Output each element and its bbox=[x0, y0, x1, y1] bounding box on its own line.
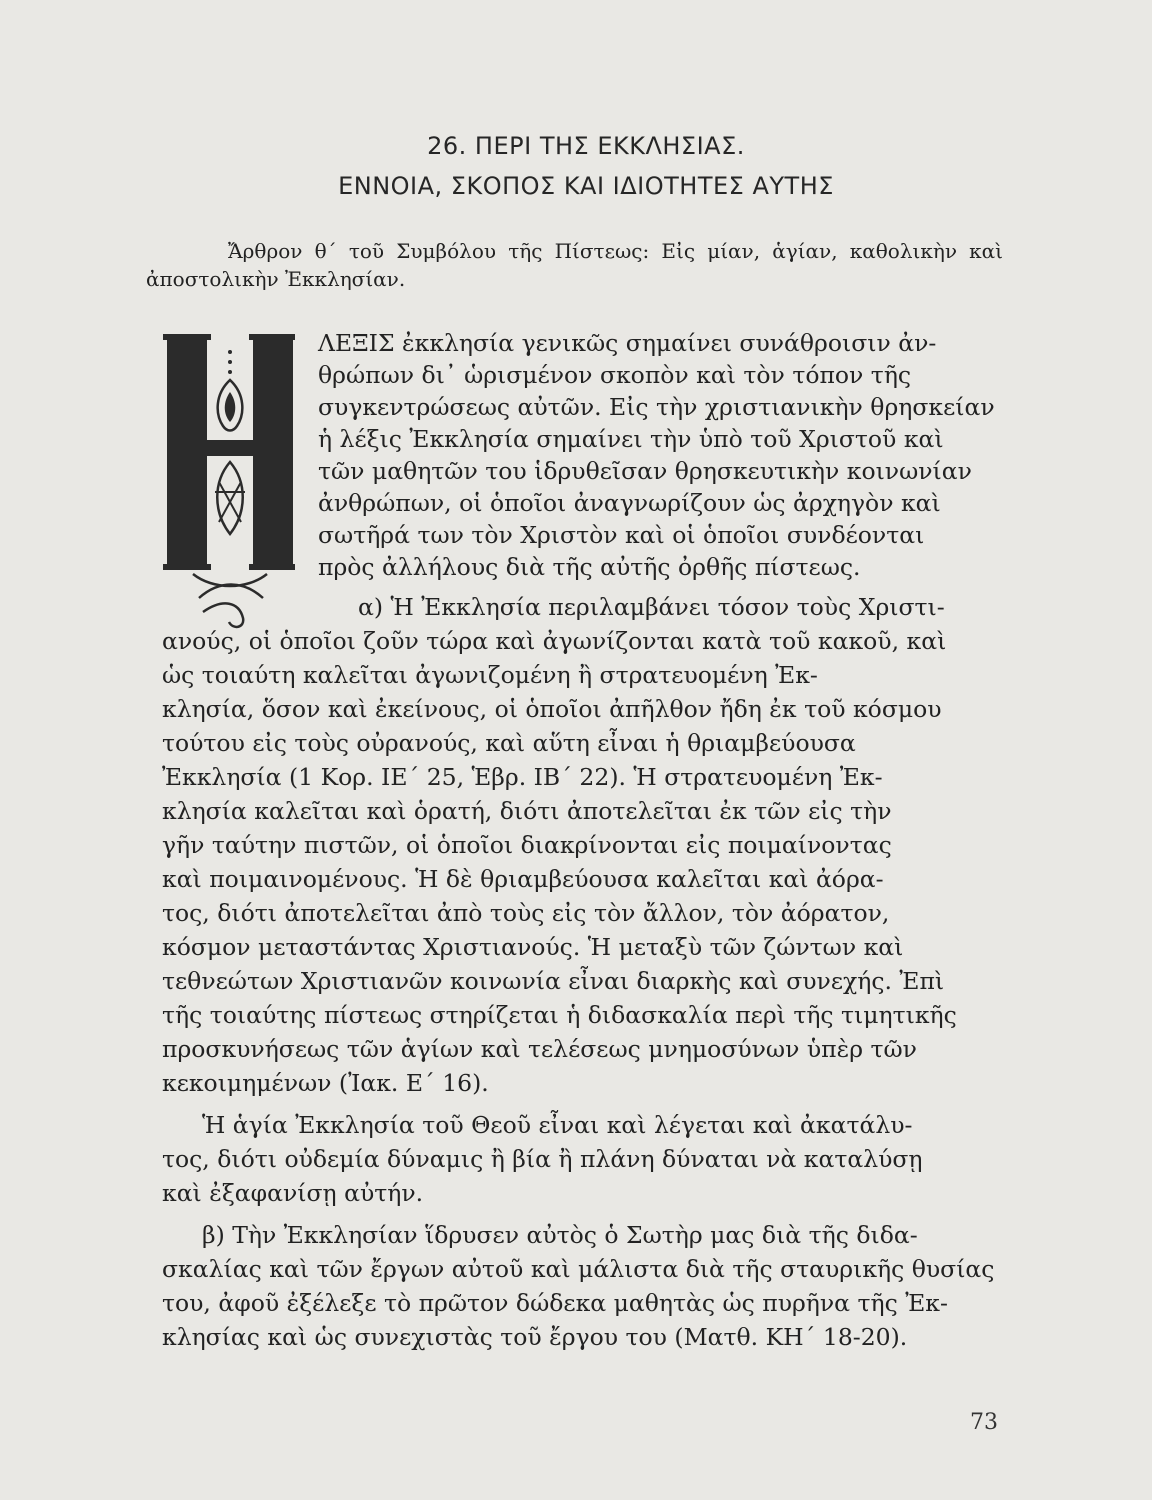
body-line: προσκυνήσεως τῶν ἁγίων καὶ τελέσεως μνημοσύνων ὑπὲρ τῶν bbox=[162, 1035, 917, 1063]
body-line: Ἡ ἁγία Ἐκκλησία τοῦ Θεοῦ εἶναι καὶ λέγεται καὶ ἀκατάλυ- bbox=[202, 1111, 913, 1139]
body-line: α) Ἡ Ἐκκλησία περιλαμβάνει τόσον τοὺς Χριστι- bbox=[358, 593, 945, 621]
body-line: του, ἀφοῦ ἐξέλεξε τὸ πρῶτον δώδεκα μαθητὰς ὡς πυρῆνα τῆς Ἐκ- bbox=[162, 1289, 948, 1317]
intro-line: ἀνθρώπων, οἱ ὁποῖοι ἀναγνωρίζουν ὡς ἀρχηγὸν καὶ bbox=[318, 489, 941, 517]
body-line: τούτου εἰς τοὺς οὐρανούς, καὶ αὕτη εἶναι ἡ θριαμβεύουσα bbox=[162, 729, 856, 757]
body-line: σκαλίας καὶ τῶν ἔργων αὐτοῦ καὶ μάλιστα διὰ τῆς σταυρικῆς θυσίας bbox=[162, 1255, 995, 1283]
body-line: κλησία, ὅσον καὶ ἐκείνους, οἱ ὁποῖοι ἀπῆλθον ἤδη ἐκ τοῦ κόσμου bbox=[162, 695, 942, 723]
intro-line: σωτῆρά των τὸν Χριστὸν καὶ οἱ ὁποῖοι συνδέονται bbox=[318, 521, 925, 549]
body-line: κλησίας καὶ ὡς συνεχιστὰς τοῦ ἔργου του (Ματθ. ΚΗ΄ 18-20). bbox=[162, 1323, 908, 1351]
body-line: ὡς τοιαύτη καλεῖται ἀγωνιζομένη ἢ στρατευομένη Ἐκ- bbox=[162, 661, 818, 689]
body-line: τῆς τοιαύτης πίστεως στηρίζεται ἡ διδασκαλία περὶ τῆς τιμητικῆς bbox=[162, 1001, 957, 1029]
body-line: κόσμον μεταστάντας Χριστιανούς. Ἡ μεταξὺ τῶν ζώντων καὶ bbox=[162, 933, 904, 961]
dropcap-ornament bbox=[163, 322, 295, 632]
body-line: ανούς, οἱ ὁποῖοι ζοῦν τώρα καὶ ἀγωνίζονται κατὰ τοῦ κακοῦ, καὶ bbox=[162, 627, 947, 655]
body-line: τεθνεώτων Χριστιανῶν κοινωνία εἶναι διαρκὴς καὶ συνεχής. Ἐπὶ bbox=[162, 967, 945, 995]
body-line: κεκοιμημένων (Ἰακ. Ε΄ 16). bbox=[162, 1069, 489, 1097]
body-line: κλησία καλεῖται καὶ ὁρατή, διότι ἀποτελεῖται ἐκ τῶν εἰς τὴν bbox=[162, 797, 892, 825]
intro-line: συγκεντρώσεως αὐτῶν. Εἰς τὴν χριστιανικὴν θρησκείαν bbox=[318, 393, 995, 421]
intro-line: ΛΕΞΙΣ ἐκκλησία γενικῶς σημαίνει συνάθροισιν ἀν- bbox=[318, 329, 937, 357]
body-line: γῆν ταύτην πιστῶν, οἱ ὁποῖοι διακρίνονται εἰς ποιμαίνοντας bbox=[162, 831, 892, 859]
epigraph-line: ἀποστολικὴν Ἐκκλησίαν. bbox=[146, 267, 406, 291]
body-line: καὶ ποιμαινομένους. Ἡ δὲ θριαμβεύουσα καλεῖται καὶ ἀόρα- bbox=[162, 865, 884, 893]
body-line: τος, διότι οὐδεμία δύναμις ἢ βία ἢ πλάνη δύναται νὰ καταλύσῃ bbox=[162, 1145, 923, 1173]
chapter-title: 26. ΠΕΡΙ ΤΗΣ ΕΚΚΛΗΣΙΑΣ. bbox=[427, 132, 745, 160]
body-line: β) Τὴν Ἐκκλησίαν ἵδρυσεν αὐτὸς ὁ Σωτὴρ μας διὰ τῆς διδα- bbox=[202, 1221, 918, 1249]
intro-line: πρὸς ἀλλήλους διὰ τῆς αὐτῆς ὀρθῆς πίστεως. bbox=[318, 553, 861, 581]
epigraph-line: Ἄρθρον θ΄ τοῦ Συμβόλου τῆς Πίστεως: Εἰς μίαν, ἁγίαν, καθολικὴν καὶ bbox=[228, 239, 1003, 263]
body-line: τος, διότι ἀποτελεῖται ἀπὸ τοὺς εἰς τὸν ἄλλον, τὸν ἀόρατον, bbox=[162, 899, 890, 927]
body-line: καὶ ἐξαφανίσῃ αὐτήν. bbox=[162, 1179, 424, 1207]
body-line: Ἐκκλησία (1 Κορ. ΙΕ΄ 25, Ἑβρ. ΙΒ΄ 22). Ἡ στρατευομένη Ἐκ- bbox=[162, 763, 883, 791]
intro-line: τῶν μαθητῶν του ἱδρυθεῖσαν θρησκευτικὴν κοινωνίαν bbox=[318, 457, 972, 485]
page-number: 73 bbox=[970, 1410, 998, 1435]
intro-line: ἡ λέξις Ἐκκλησία σημαίνει τὴν ὑπὸ τοῦ Χριστοῦ καὶ bbox=[318, 425, 944, 453]
intro-line: θρώπων δι᾽ ὡρισμένον σκοπὸν καὶ τὸν τόπον τῆς bbox=[318, 361, 912, 389]
chapter-subtitle: ΕΝΝΟΙΑ, ΣΚΟΠΟΣ ΚΑΙ ΙΔΙΟΤΗΤΕΣ ΑΥΤΗΣ bbox=[338, 172, 834, 200]
